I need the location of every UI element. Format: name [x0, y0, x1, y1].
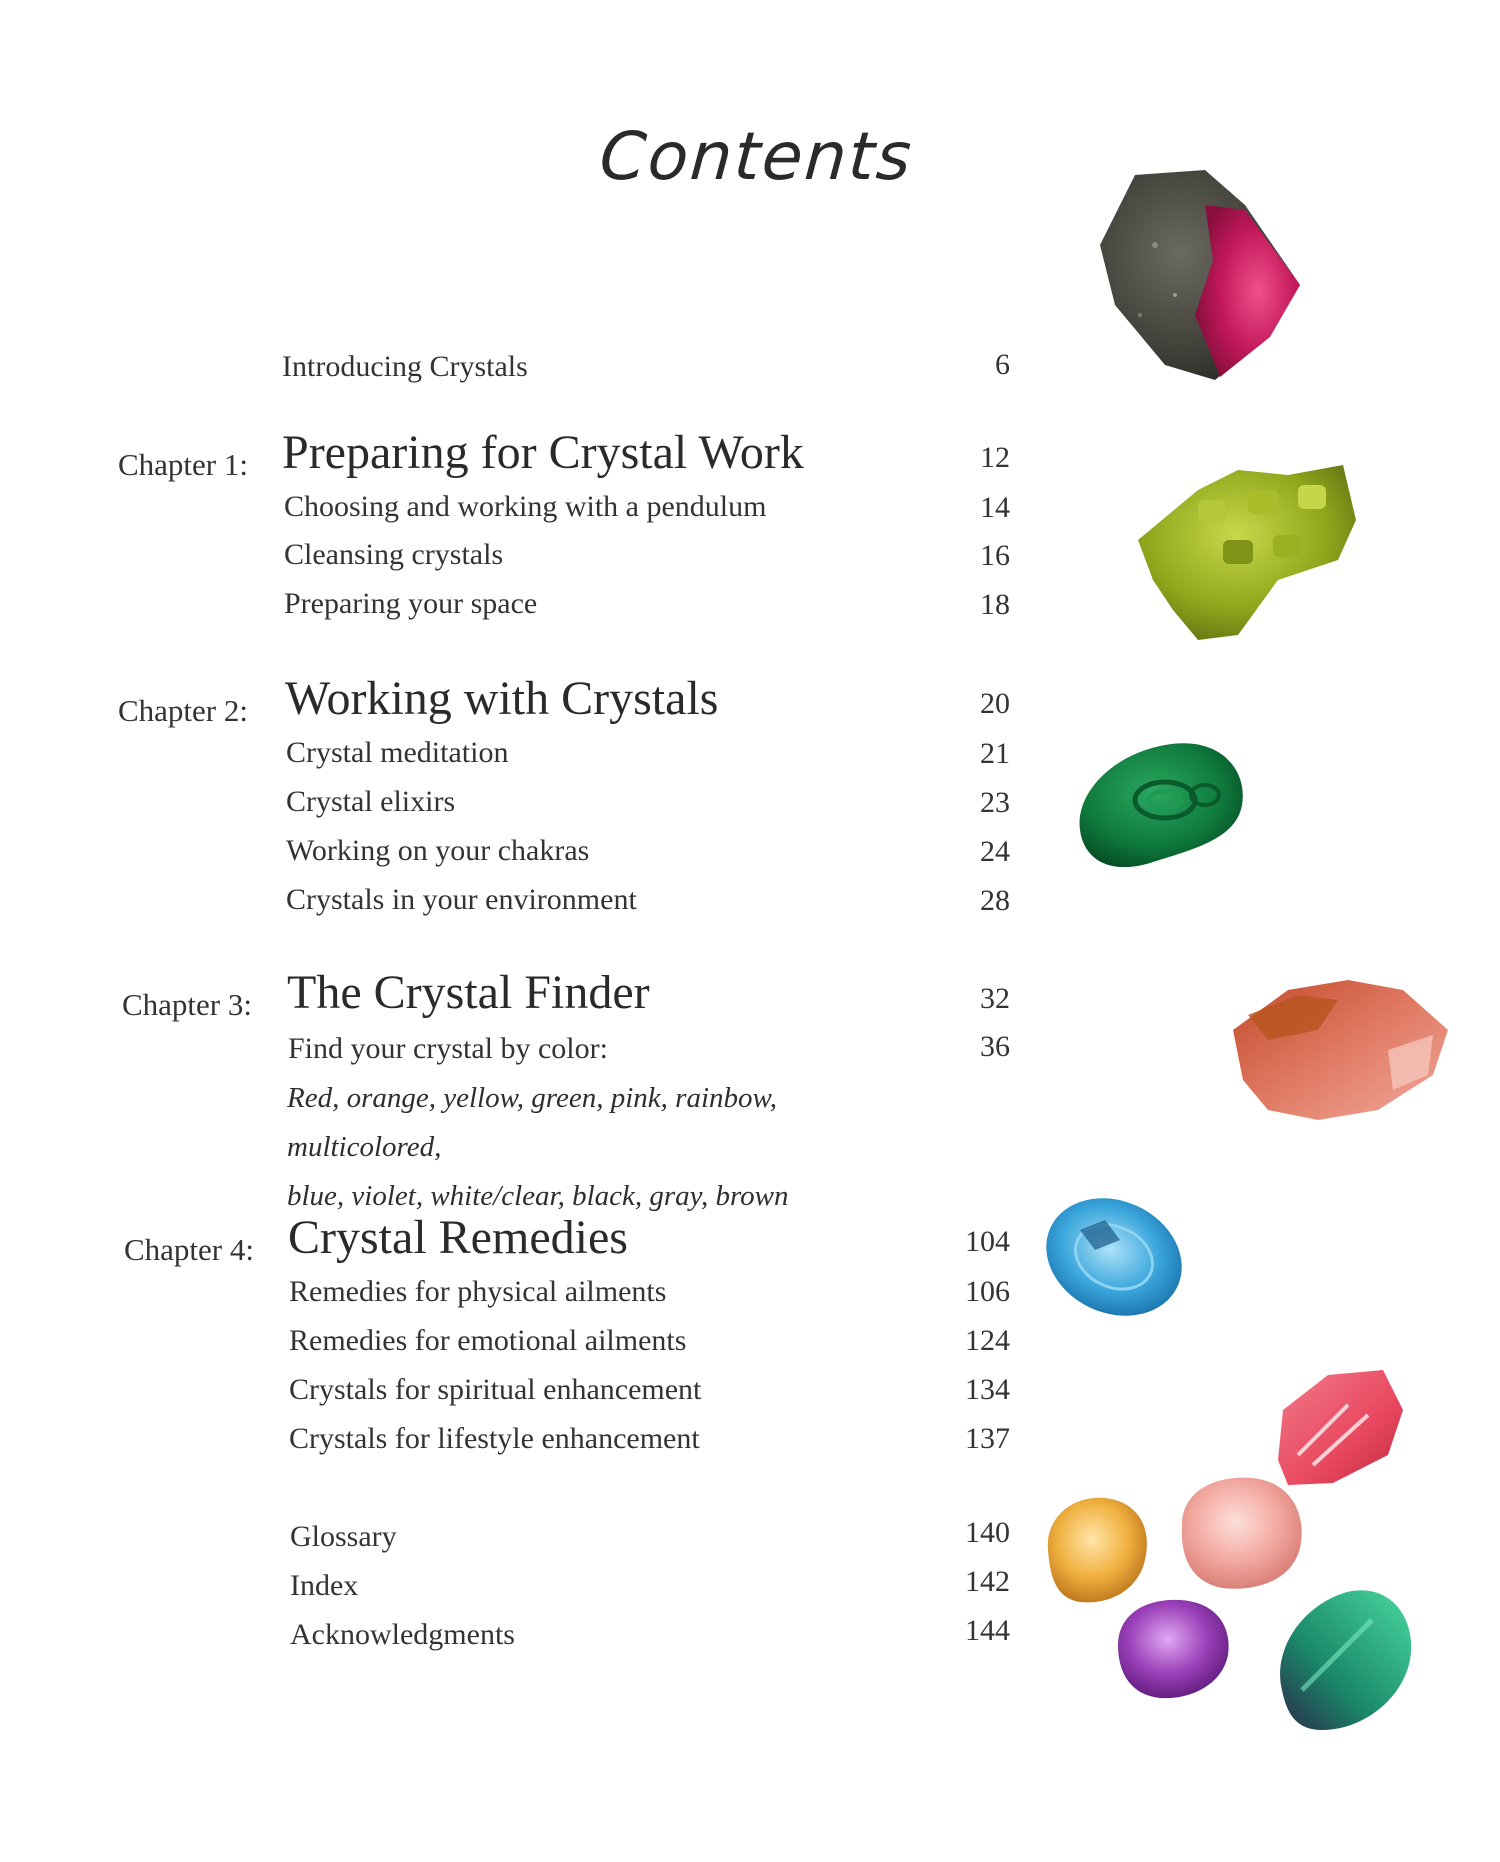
toc-entry-label: Crystal elixirs	[286, 785, 456, 818]
malachite-image	[1070, 735, 1250, 880]
chapter-title: The Crystal Finder	[287, 966, 650, 1019]
toc-page-number: 134	[965, 1373, 1010, 1406]
blue-topaz-image	[1040, 1195, 1188, 1320]
amethyst-image	[1110, 1590, 1235, 1705]
toc-entry-label: Crystal meditation	[286, 736, 509, 769]
chapter-label: Chapter 4:	[124, 1232, 254, 1267]
chapter-label: Chapter 2:	[118, 693, 248, 728]
toc-entry-label: Cleansing crystals	[284, 538, 504, 571]
toc-entry-label: Remedies for physical ailments	[289, 1275, 667, 1308]
crystal-color-list	[287, 1074, 927, 1221]
toc-entry-label: Index	[290, 1569, 359, 1602]
toc-page-number: 36	[980, 1030, 1010, 1063]
toc-entry-label: Introducing Crystals	[282, 350, 528, 383]
color-list-line: Red, orange, yellow, green, pink, rainbow, multicolored,	[287, 1082, 777, 1163]
chapter-title: Preparing for Crystal Work	[282, 426, 804, 479]
toc-page-number: 104	[965, 1225, 1010, 1258]
toc-page-number: 24	[980, 835, 1010, 868]
toc-entry-label: Crystals for lifestyle enhancement	[289, 1422, 700, 1455]
toc-entry-label: Glossary	[290, 1520, 397, 1553]
color-list-line: blue, violet, white/clear, black, gray, brown	[287, 1180, 789, 1212]
toc-entry-label: Preparing your space	[284, 587, 538, 620]
toc-entry-label: Choosing and working with a pendulum	[284, 490, 767, 523]
toc-page-number: 18	[980, 588, 1010, 621]
toc-page-number: 6	[995, 348, 1010, 381]
toc-entry-label: Find your crystal by color:	[288, 1032, 608, 1065]
chapter-label: Chapter 1:	[118, 447, 248, 482]
toc-page-number: 137	[965, 1422, 1010, 1455]
chapter-title: Working with Crystals	[285, 672, 719, 725]
toc-page-number: 14	[980, 491, 1010, 524]
toc-page-number: 142	[965, 1565, 1010, 1598]
fluorite-image	[1262, 1580, 1422, 1740]
toc-page-number: 124	[965, 1324, 1010, 1357]
chapter-title: Crystal Remedies	[288, 1211, 628, 1264]
ruby-in-matrix-image	[1095, 165, 1315, 395]
toc-entry-label: Crystals for spiritual enhancement	[289, 1373, 702, 1406]
toc-page-number: 28	[980, 884, 1010, 917]
page-title: Contents	[597, 118, 916, 195]
toc-page-number: 106	[965, 1275, 1010, 1308]
toc-page-number: 144	[965, 1614, 1010, 1647]
toc-entry-label: Acknowledgments	[290, 1618, 515, 1651]
toc-page-number: 23	[980, 786, 1010, 819]
toc-page-number: 12	[980, 441, 1010, 474]
toc-page-number: 140	[965, 1516, 1010, 1549]
toc-entry-label: Crystals in your environment	[286, 883, 637, 916]
toc-entry-label: Remedies for emotional ailments	[289, 1324, 687, 1357]
peridot-cluster-image	[1128, 460, 1368, 650]
toc-page-number: 32	[980, 982, 1010, 1015]
rose-quartz-image	[1172, 1470, 1312, 1595]
chapter-label: Chapter 3:	[122, 987, 252, 1022]
toc-page-number: 20	[980, 687, 1010, 720]
toc-page-number: 21	[980, 737, 1010, 770]
toc-page-number: 16	[980, 539, 1010, 572]
toc-entry-label: Working on your chakras	[286, 834, 590, 867]
red-crystal-image	[1228, 970, 1453, 1130]
